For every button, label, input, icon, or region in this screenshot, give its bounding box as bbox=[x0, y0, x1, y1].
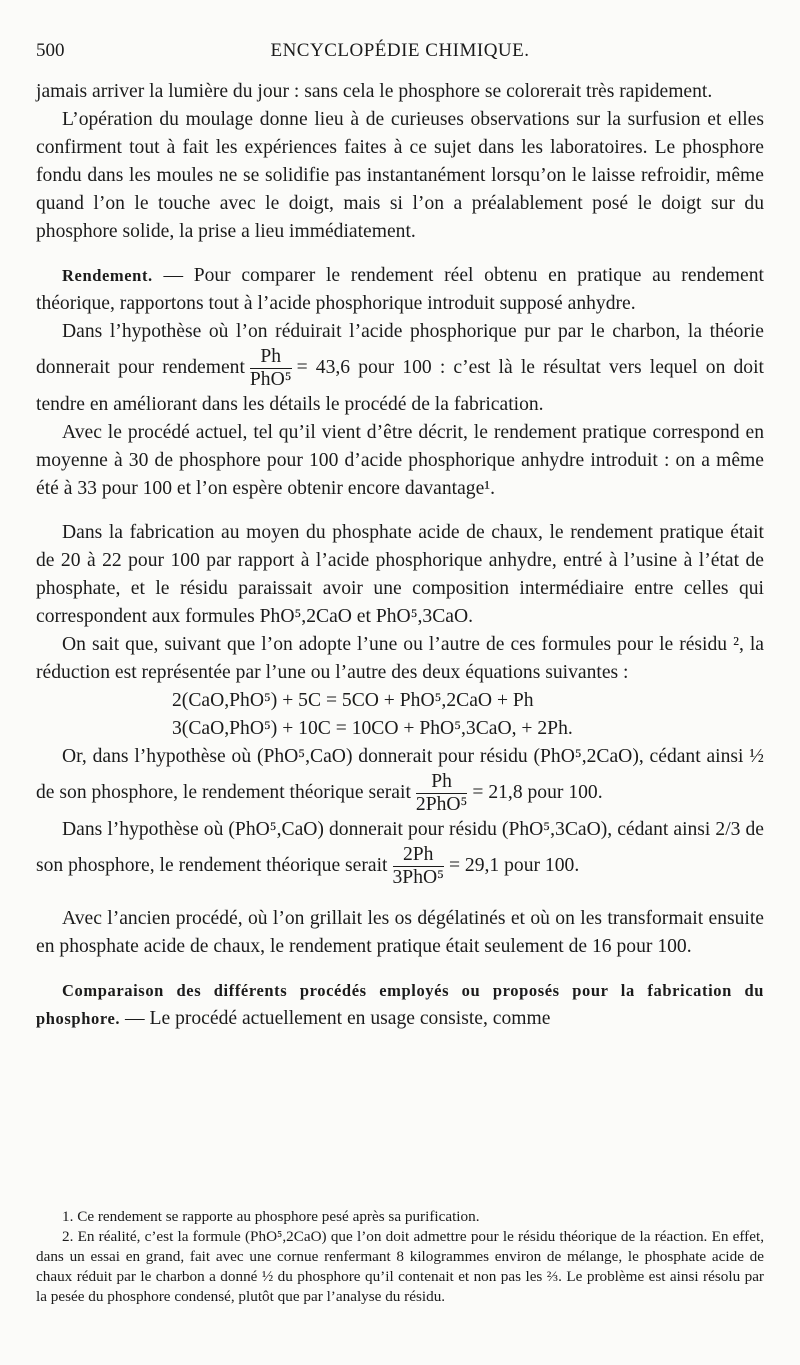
fraction-numerator: Ph bbox=[250, 346, 292, 369]
text-segment: = 21,8 pour 100. bbox=[472, 782, 603, 803]
paragraph-continuation: jamais arriver la lumière du jour : sans cela le phosphore se colorerait très rapidement. bbox=[36, 81, 713, 102]
text-segment: = 43,6 pour 100 : c’est là le résultat vers lequel on doit tendre en améliorant dans les détails le procédé de la fabrication. bbox=[36, 357, 764, 415]
paragraph-comparaison bbox=[36, 977, 764, 1033]
footnotes bbox=[36, 1207, 764, 1307]
footnote-2: 2. En réalité, c’est la formule (PhO⁵,2CaO) que l’on doit admettre pour le résidu théorique de la réaction. En effet, dans un essai en grand, fait avec une cornue renfermant 8 kilogrammes environ de mélange, le phosphate acide de chaux réduit par le charbon a donné ½ du phosphore qu’il contenait et non pas les ⅔. Le problème est ainsi résolu par la pesée du phosphore condensé, plutôt que par l’analyse du résidu. bbox=[36, 1228, 764, 1305]
paragraph-hypothese-2cao bbox=[36, 743, 764, 816]
paragraph-comparaison-text: — Le procédé actuellement en usage consiste, comme bbox=[120, 1008, 551, 1029]
text-segment: Dans l’hypothèse où (PhO⁵,CaO) donnerait pour résidu (PhO⁵,3CaO), cédant ainsi 2/3 de son phosphore, le rendement théorique serait bbox=[36, 819, 764, 876]
equation-2: 3(CaO,PhO⁵) + 10C = 10CO + PhO⁵,3CaO, + 2Ph. bbox=[172, 718, 573, 739]
paragraph-formules: On sait que, suivant que l’on adopte l’une ou l’autre de ces formules pour le résidu ², la réduction est représentée par l’une ou l’autre des deux équations suivantes : bbox=[36, 634, 764, 683]
fraction-ph-2pho5 bbox=[416, 771, 467, 816]
paragraph-hypothese-3cao bbox=[36, 816, 764, 889]
running-title: ENCYCLOPÉDIE CHIMIQUE. bbox=[270, 40, 530, 61]
paragraph-ancien-procede: Avec l’ancien procédé, où l’on grillait les os dégélatinés et où on les transformait ensuite en phosphate acide de chaux, le rendement pratique était seulement de 16 pour 100. bbox=[36, 908, 764, 957]
page-header bbox=[36, 40, 764, 66]
paragraph-procede-actuel: Avec le procédé actuel, tel qu’il vient d’être décrit, le rendement pratique correspond en moyenne à 30 de phosphore pour 100 d’acide phosphorique anhydre introduit : on a même été à 33 pour 100 et l’on espère obtenir encore davantage¹. bbox=[36, 422, 764, 499]
paragraph-rendement-text: — Pour comparer le rendement réel obtenu en pratique au rendement théorique, rapportons tout à l’acide phosphorique introduit supposé anhydre. bbox=[36, 265, 764, 314]
section-heading-rendement: Rendement. bbox=[62, 266, 153, 285]
fraction-2ph-3pho5 bbox=[393, 844, 444, 889]
paragraph-rendement bbox=[36, 262, 764, 318]
fraction-denominator: 2PhO⁵ bbox=[415, 794, 468, 815]
section-heading-comparaison: Comparaison des différents procédés employés ou proposés pour la fabrication du phosphore. bbox=[36, 981, 764, 1028]
page-number: 500 bbox=[36, 40, 65, 61]
text-segment: Dans l’hypothèse où l’on réduirait l’acide phosphorique pur par le charbon, la théorie donnerait pour rendement bbox=[36, 321, 764, 378]
paragraph-phosphate-acide: Dans la fabrication au moyen du phosphate acide de chaux, le rendement pratique était de 20 à 22 pour 100 par rapport à l’acide phosphorique anhydre, entré à l’usine à l’état de phosphate, et le résidu paraissait avoir une composition intermédiaire entre celles qui correspondent aux formules PhO⁵,2CaO et PhO⁵,3CaO. bbox=[36, 522, 764, 627]
fraction-denominator: PhO⁵ bbox=[249, 369, 292, 390]
body-text bbox=[36, 78, 764, 1033]
paragraph-moulage: L’opération du moulage donne lieu à de curieuses observations sur la surfusion et elles confirment tout à fait les expériences faites à ce sujet dans les laboratoires. Le phosphore fondu dans les moules ne se solidifie pas instantanément lorsqu’on le laisse refroidir, même quand l’on le touche avec le doigt, mais si l’on a préalablement posé le doigt sur du phosphore solide, la prise a lieu immédiatement. bbox=[36, 109, 764, 242]
fraction-denominator: 3PhO⁵ bbox=[392, 867, 444, 888]
equation-1: 2(CaO,PhO⁵) + 5C = 5CO + PhO⁵,2CaO + Ph bbox=[172, 690, 534, 711]
footnote-1: 1. Ce rendement se rapporte au phosphore pesé après sa purification. bbox=[62, 1208, 480, 1225]
text-segment: = 29,1 pour 100. bbox=[448, 855, 580, 876]
fraction-numerator: 2Ph bbox=[393, 844, 444, 867]
fraction-ph-pho5 bbox=[250, 346, 292, 391]
fraction-numerator: Ph bbox=[416, 771, 467, 794]
paragraph-hypothese-pure bbox=[36, 318, 764, 419]
text-segment: Or, dans l’hypothèse où (PhO⁵,CaO) donnerait pour résidu (PhO⁵,2CaO), cédant ainsi ½ de son phosphore, le rendement théorique serait bbox=[36, 746, 764, 803]
